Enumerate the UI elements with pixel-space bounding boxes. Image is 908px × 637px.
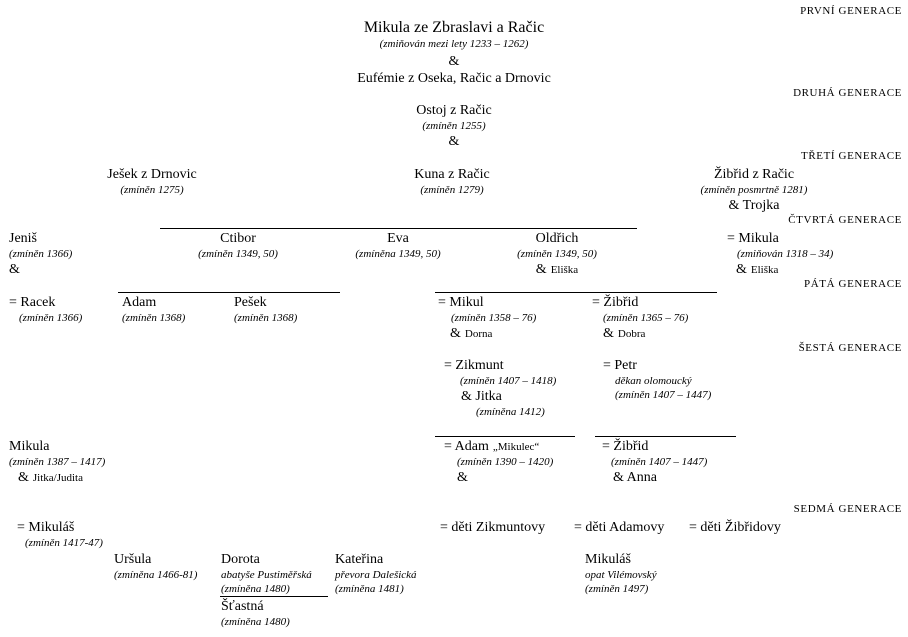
person-zibrid-5 — [592, 294, 688, 342]
marriage-ampersand: & — [18, 470, 29, 485]
person-petr — [603, 357, 711, 402]
person-name: Kuna z Račic — [414, 167, 490, 182]
person-nickname: „Mikulec“ — [492, 441, 540, 453]
person-title: převora Dalešická — [335, 569, 417, 581]
person-note: (zmíněn 1407 – 1447) — [611, 456, 708, 468]
person-note: (zmíněn 1349, 50) — [198, 248, 278, 260]
person-note: (zmíněn 1275) — [120, 184, 184, 196]
person-name: Mikuláš — [585, 552, 631, 567]
person-name: Oldřich — [535, 231, 579, 246]
person-note: (zmíněn 1255) — [422, 120, 486, 132]
person-name: Eva — [387, 231, 409, 246]
person-name: = Adam — [444, 439, 489, 454]
person-ursula — [114, 551, 197, 582]
person-adam-6 — [444, 438, 553, 486]
person-oldrich — [517, 230, 597, 278]
children-line-oldrich — [435, 292, 717, 293]
children-zikmuntovy — [440, 519, 545, 536]
person-note: (zmíněna 1480) — [221, 616, 290, 628]
person-adam-5 — [122, 294, 185, 325]
sibling-line-dorota — [220, 596, 328, 597]
generation-label-6: ŠESTÁ GENERACE — [798, 342, 902, 354]
children-zibridovy — [689, 519, 781, 536]
person-mikula-zbraslav — [364, 18, 544, 51]
person-mikulas-7 — [17, 519, 103, 550]
person-mikula-4 — [727, 230, 833, 278]
person-name: Mikula — [9, 439, 50, 454]
marriage-ampersand: & — [535, 262, 547, 277]
person-note: (zmíněn 1279) — [420, 184, 484, 196]
person-name: = Žibřid — [602, 439, 649, 454]
generation-label-5: PÁTÁ GENERACE — [804, 278, 902, 290]
person-spouse: & Anna — [613, 470, 657, 485]
person-name: Ostoj z Račic — [416, 103, 492, 118]
person-eufemie — [357, 70, 551, 87]
person-mikula-6 — [9, 438, 105, 486]
person-note: (zmíněna 1480) — [221, 583, 290, 595]
person-ostoj — [416, 102, 491, 133]
marriage-ampersand: & — [736, 262, 747, 277]
person-ctibor — [198, 230, 278, 261]
generation-label-3: TŘETÍ GENERACE — [801, 150, 902, 162]
children-line-zikmunt — [435, 436, 575, 437]
person-name: Pešek — [234, 295, 267, 310]
person-note: (zmíněn 1366) — [19, 312, 83, 324]
person-note: (zmiňován 1318 – 34) — [737, 248, 834, 260]
person-note: (zmíněn 1368) — [234, 312, 298, 324]
person-spouse: & Trojka — [728, 198, 780, 213]
person-note: (zmíněna 1466-81) — [114, 569, 198, 581]
person-spouse: Dobra — [617, 328, 646, 340]
person-name: Žibřid z Račic — [713, 167, 795, 182]
person-name: = Žibřid — [592, 295, 639, 310]
person-kuna — [414, 166, 489, 197]
person-name: Ješek z Drnovic — [107, 167, 197, 182]
person-title: děkan olomoucký — [615, 375, 692, 387]
person-name: = děti Žibřidovy — [689, 520, 781, 535]
person-name: = Zikmunt — [444, 358, 504, 373]
person-racek — [9, 294, 82, 325]
children-line-petr — [595, 436, 736, 437]
person-note: (zmíněn 1368) — [122, 312, 186, 324]
person-note: (zmíněn 1349, 50) — [517, 248, 597, 260]
generation-label-7: SEDMÁ GENERACE — [793, 503, 902, 515]
person-name: Eufémie z Oseka, Račic a Drnovic — [357, 71, 551, 86]
person-note: (zmíněn 1497) — [585, 583, 649, 595]
person-note: (zmíněna 1481) — [335, 583, 404, 595]
marriage-ampersand: & — [603, 326, 614, 341]
person-name: Dorota — [221, 552, 260, 567]
marriage-ampersand: & — [457, 470, 468, 485]
person-zibrid-6 — [602, 438, 707, 486]
person-spouse: Eliška — [750, 264, 779, 276]
person-spouse: Jitka/Judita — [32, 472, 83, 484]
person-name: Adam — [122, 295, 157, 310]
person-name: = Mikul — [438, 295, 484, 310]
person-name: = děti Zikmuntovy — [440, 520, 546, 535]
person-spouse: Dorna — [464, 328, 493, 340]
person-mikulas-opat — [585, 551, 657, 596]
person-pesek — [234, 294, 297, 325]
person-note: (zmíněn 1407 – 1418) — [460, 375, 557, 387]
person-name: Ctibor — [220, 231, 256, 246]
person-note: (zmíněna 1349, 50) — [355, 248, 441, 260]
person-note: (zmíněn 1417-47) — [25, 537, 103, 549]
person-jesek — [107, 166, 196, 197]
generation-label-1: PRVNÍ GENERACE — [800, 5, 902, 17]
spouse-note: (zmíněna 1412) — [476, 406, 545, 418]
person-name: = Petr — [603, 358, 637, 373]
person-dorota — [221, 551, 312, 596]
marriage-ampersand: & — [9, 262, 20, 277]
person-spouse: & Jitka — [461, 389, 502, 404]
person-name: = děti Adamovy — [574, 520, 665, 535]
person-note: (zmíněn 1407 – 1447) — [615, 389, 712, 401]
marriage-ampersand: & — [448, 134, 460, 149]
person-name: = Mikuláš — [17, 520, 75, 535]
person-zibrid-racic — [701, 166, 808, 214]
marriage-ampersand: & — [450, 326, 461, 341]
person-title: abatyše Pustiměřská — [221, 569, 312, 581]
children-line-ctibor — [118, 292, 340, 293]
person-stastna — [221, 598, 290, 629]
children-line-kuna — [160, 228, 637, 229]
person-note: (zmíněn 1390 – 1420) — [457, 456, 554, 468]
person-name: = Racek — [9, 295, 56, 310]
person-jenis — [9, 230, 72, 278]
person-eva — [355, 230, 440, 261]
person-spouse: Eliška — [550, 264, 579, 276]
person-title: opat Vilémovský — [585, 569, 657, 581]
person-note: (zmíněn 1366) — [9, 248, 73, 260]
person-note: (zmíněn 1358 – 76) — [451, 312, 537, 324]
person-note: (zmiňován mezi lety 1233 – 1262) — [379, 38, 529, 50]
person-note: (zmíněn posmrtně 1281) — [700, 184, 808, 196]
generation-label-2: DRUHÁ GENERACE — [793, 87, 902, 99]
person-name: Šťastná — [221, 599, 264, 614]
children-adamovy — [574, 519, 664, 536]
person-name: Kateřina — [335, 552, 384, 567]
person-zikmunt — [444, 357, 556, 419]
person-note: (zmíněn 1387 – 1417) — [9, 456, 106, 468]
generation-label-4: ČTVRTÁ GENERACE — [788, 214, 902, 226]
person-name: Jeniš — [9, 231, 37, 246]
person-katerina — [335, 551, 417, 596]
marriage-ampersand: & — [448, 54, 460, 69]
person-mikul — [438, 294, 536, 342]
person-name: = Mikula — [727, 231, 779, 246]
person-note: (zmíněn 1365 – 76) — [603, 312, 689, 324]
person-name: Mikula ze Zbraslavi a Račic — [363, 19, 545, 36]
person-name: Uršula — [114, 552, 152, 567]
